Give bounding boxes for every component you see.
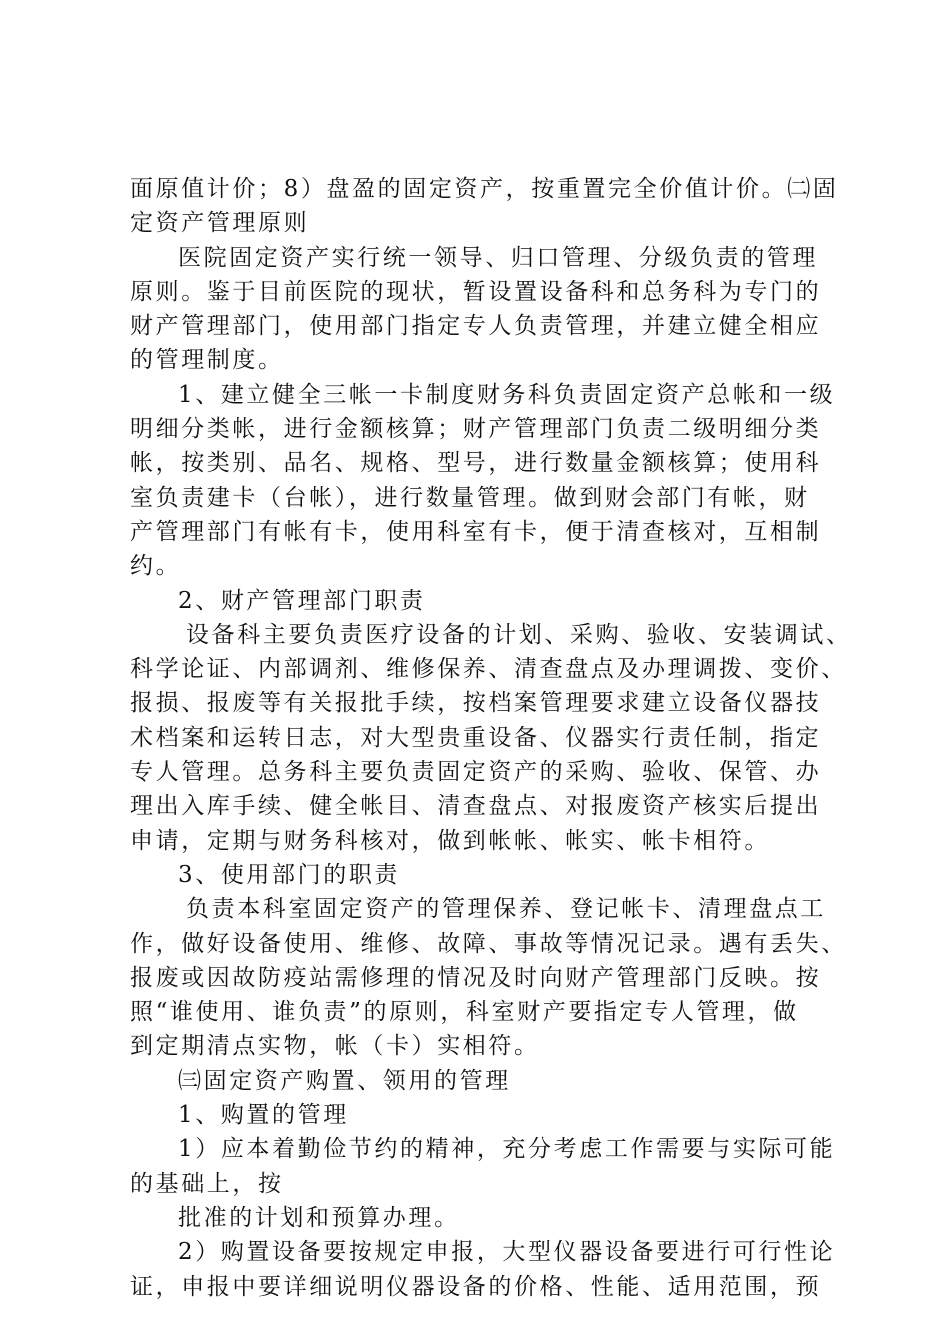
text-line: 1、建立健全三帐一卡制度财务科负责固定资产总帐和一级 xyxy=(178,381,836,408)
text-line: 1）应本着勤俭节约的精神，充分考虑工作需要与实际可能 xyxy=(178,1136,836,1163)
text-line: 原则。鉴于目前医院的现状，暂设置设备科和总务科为专门的 xyxy=(130,278,822,305)
text-line: 报废或因故防疫站需修理的情况及时向财产管理部门反映。按 xyxy=(130,964,822,991)
text-line: 面原值计价；8）盘盈的固定资产，按重置完全价值计价。㈡固 xyxy=(130,176,839,202)
text-line: 的管理制度。 xyxy=(130,347,284,374)
text-line: 作，做好设备使用、维修、故障、事故等情况记录。遇有丢失、 xyxy=(130,930,847,957)
text-line: 科学论证、内部调剂、维修保养、清查盘点及办理调拨、变价、 xyxy=(130,656,847,683)
text-line: 报损、报废等有关报批手续，按档案管理要求建立设备仪器技 xyxy=(130,690,822,717)
text-line: 明细分类帐，进行金额核算；财产管理部门负责二级明细分类 xyxy=(130,416,822,443)
text-line: 约。 xyxy=(130,553,182,580)
text-line: 财产管理部门，使用部门指定专人负责管理，并建立健全相应 xyxy=(130,313,822,340)
text-line: 申请，定期与财务科核对，做到帐帐、帐实、帐卡相符。 xyxy=(130,827,770,854)
text-line: 照“谁使用、谁负责”的原则，科室财产要指定专人管理，做 xyxy=(130,999,799,1026)
text-line: 产管理部门有帐有卡，使用科室有卡，便于清查核对，互相制 xyxy=(130,518,822,545)
text-line: 到定期清点实物，帐（卡）实相符。 xyxy=(130,1033,540,1060)
text-line: 室负责建卡（台帐），进行数量管理。做到财会部门有帐，财 xyxy=(130,484,810,511)
text-line: ㈢固定资产购置、领用的管理 xyxy=(178,1067,511,1094)
text-line: 术档案和运转日志，对大型贵重设备、仪器实行责任制，指定 xyxy=(130,724,822,751)
text-line: 帐，按类别、品名、规格、型号，进行数量金额核算；使用科 xyxy=(130,450,822,477)
text-line: 1、购置的管理 xyxy=(178,1102,349,1129)
text-line: 负责本科室固定资产的管理保养、登记帐卡、清理盘点工 xyxy=(186,896,826,923)
text-line: 医院固定资产实行统一领导、归口管理、分级负责的管理 xyxy=(178,244,818,271)
text-line: 理出入库手续、健全帐目、清查盘点、对报废资产核实后提出 xyxy=(130,793,822,820)
text-line: 专人管理。总务科主要负责固定资产的采购、验收、保管、办 xyxy=(130,759,822,786)
text-line: 证，申报中要详细说明仪器设备的价格、性能、适用范围，预 xyxy=(130,1273,822,1300)
text-line: 2、财产管理部门职责 xyxy=(178,587,426,614)
text-line: 的基础上，按 xyxy=(130,1170,284,1197)
text-line: 3、使用部门的职责 xyxy=(178,861,401,888)
text-line: 定资产管理原则 xyxy=(130,210,310,237)
document-body xyxy=(130,172,852,1304)
text-line: 2）购置设备要按规定申报，大型仪器设备要进行可行性论 xyxy=(178,1239,836,1266)
text-line: 批准的计划和预算办理。 xyxy=(178,1204,460,1231)
text-line: 设备科主要负责医疗设备的计划、采购、验收、安装调试、 xyxy=(186,621,852,648)
